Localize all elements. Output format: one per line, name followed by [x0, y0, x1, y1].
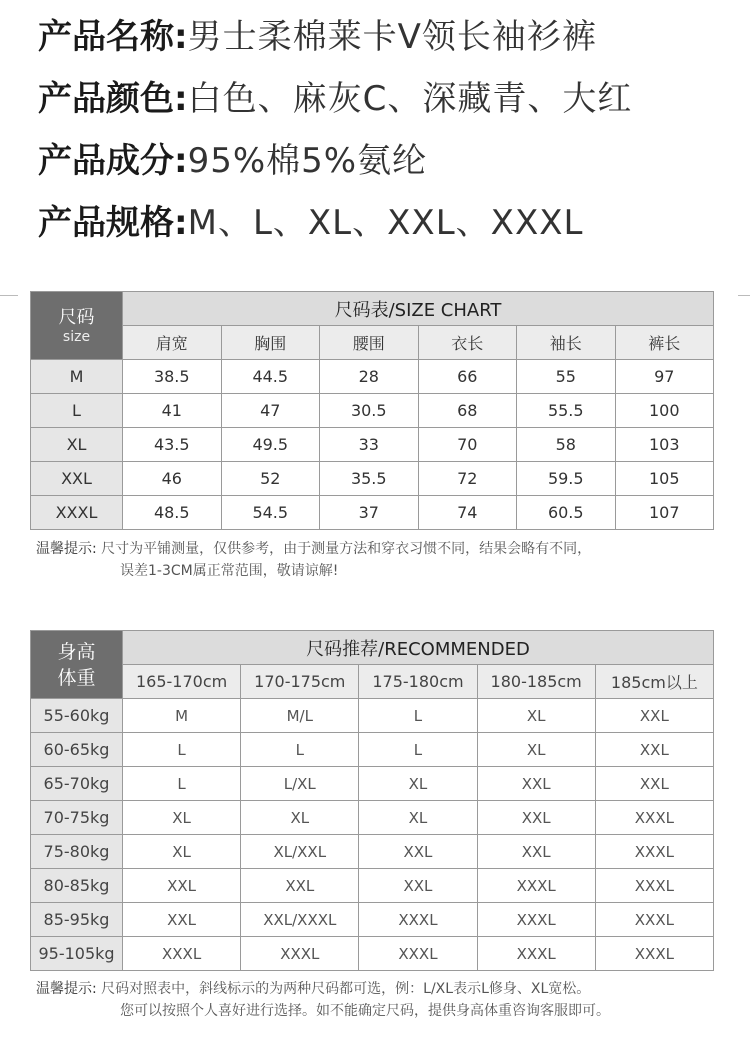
table-cell: 58	[517, 428, 616, 462]
table-cell: XL/XXL	[241, 835, 359, 869]
table-cell: XXXL	[595, 801, 713, 835]
table-cell: XXL	[477, 767, 595, 801]
divider	[738, 295, 750, 296]
spec-value: 95%棉5%氨纶	[187, 141, 428, 181]
table-cell: XL	[359, 767, 477, 801]
column-header: 袖长	[517, 326, 616, 360]
column-header: 腰围	[320, 326, 419, 360]
note-text: 尺码对照表中，斜线标示的为两种尺码都可选，例：L/XL表示L修身、XL宽松。	[101, 981, 591, 997]
column-header: 185cm以上	[595, 665, 713, 699]
spec-color	[38, 68, 743, 130]
table-cell: 28	[320, 360, 419, 394]
table-cell: L	[359, 699, 477, 733]
table-row	[31, 835, 714, 869]
table-cell: 47	[221, 394, 320, 428]
table-cell: M/L	[241, 699, 359, 733]
row-label: XL	[31, 428, 123, 462]
note-text: 您可以按照个人喜好进行选择。如不能确定尺码，提供身高体重咨询客服即可。	[120, 1003, 610, 1019]
table-row	[31, 903, 714, 937]
column-header: 裤长	[615, 326, 714, 360]
table-cell: 54.5	[221, 496, 320, 530]
spec-value: 白色、麻灰C、深藏青、大红	[187, 79, 633, 119]
row-label: 70-75kg	[31, 801, 123, 835]
table-row	[31, 394, 714, 428]
table-cell: 103	[615, 428, 714, 462]
row-label: 95-105kg	[31, 937, 123, 971]
table-cell: XXL	[595, 767, 713, 801]
table-cell: XXXL	[595, 903, 713, 937]
table-cell: XL	[123, 835, 241, 869]
column-header: 170-175cm	[241, 665, 359, 699]
table-cell: 107	[615, 496, 714, 530]
table-cell: 41	[123, 394, 222, 428]
table-cell: XXL	[359, 869, 477, 903]
table-row	[31, 462, 714, 496]
recommend-title: 尺码推荐/RECOMMENDED	[123, 631, 714, 665]
recommend-note	[36, 978, 726, 1022]
table-cell: L	[241, 733, 359, 767]
table-cell: 97	[615, 360, 714, 394]
table-cell: 44.5	[221, 360, 320, 394]
row-label: 55-60kg	[31, 699, 123, 733]
note-text: 误差1-3CM属正常范围，敬请谅解!	[120, 563, 339, 579]
table-cell: 72	[418, 462, 517, 496]
table-cell: L/XL	[241, 767, 359, 801]
row-label: 75-80kg	[31, 835, 123, 869]
table-cell: 30.5	[320, 394, 419, 428]
row-label: XXL	[31, 462, 123, 496]
table-cell: XXXL	[241, 937, 359, 971]
table-row	[31, 496, 714, 530]
size-corner-cell	[31, 292, 123, 360]
table-cell: XXXL	[359, 937, 477, 971]
size-chart-title: 尺码表/SIZE CHART	[123, 292, 714, 326]
recommend-corner-cell	[31, 631, 123, 699]
row-label: L	[31, 394, 123, 428]
table-cell: 105	[615, 462, 714, 496]
table-cell: 55.5	[517, 394, 616, 428]
row-label: 85-95kg	[31, 903, 123, 937]
table-cell: XXXL	[477, 937, 595, 971]
spec-material	[38, 130, 743, 192]
table-cell: XXL	[359, 835, 477, 869]
spec-name	[38, 6, 743, 68]
column-header: 肩宽	[123, 326, 222, 360]
spec-label: 产品规格:	[38, 203, 188, 243]
table-cell: XXL	[595, 699, 713, 733]
size-chart-table	[30, 291, 714, 530]
table-row	[31, 869, 714, 903]
table-cell: 52	[221, 462, 320, 496]
spec-label: 产品成分:	[38, 141, 188, 181]
table-cell: L	[123, 733, 241, 767]
table-row	[31, 801, 714, 835]
table-cell: 48.5	[123, 496, 222, 530]
spec-label: 产品名称:	[38, 17, 188, 57]
divider	[0, 295, 18, 296]
table-cell: 35.5	[320, 462, 419, 496]
row-label: XXXL	[31, 496, 123, 530]
table-cell: L	[123, 767, 241, 801]
note-label: 温馨提示:	[36, 541, 97, 557]
table-cell: 33	[320, 428, 419, 462]
spec-sizes	[38, 192, 743, 254]
table-cell: XXL	[241, 869, 359, 903]
table-cell: XXL	[477, 835, 595, 869]
table-cell: 100	[615, 394, 714, 428]
table-cell: 74	[418, 496, 517, 530]
table-cell: 55	[517, 360, 616, 394]
table-cell: XL	[123, 801, 241, 835]
spec-value: 男士柔棉莱卡V领长袖衫裤	[187, 17, 597, 57]
corner-bottom-label: 体重	[57, 666, 96, 689]
table-row	[31, 937, 714, 971]
table-row	[31, 699, 714, 733]
table-row	[31, 428, 714, 462]
column-header: 165-170cm	[123, 665, 241, 699]
table-cell: XXL	[123, 869, 241, 903]
table-cell: 68	[418, 394, 517, 428]
column-header: 胸围	[221, 326, 320, 360]
table-cell: XXXL	[595, 869, 713, 903]
table-cell: 59.5	[517, 462, 616, 496]
table-row	[31, 360, 714, 394]
note-text: 尺寸为平铺测量，仅供参考，由于测量方法和穿衣习惯不同，结果会略有不同，	[101, 541, 592, 557]
table-cell: 70	[418, 428, 517, 462]
corner-top-label: 身高	[57, 640, 96, 663]
table-cell: 37	[320, 496, 419, 530]
spec-label: 产品颜色:	[38, 79, 188, 119]
table-cell: XL	[477, 699, 595, 733]
table-cell: 43.5	[123, 428, 222, 462]
table-cell: 38.5	[123, 360, 222, 394]
size-chart-note	[36, 538, 726, 582]
table-cell: XXL	[595, 733, 713, 767]
table-cell: 60.5	[517, 496, 616, 530]
column-header: 衣长	[418, 326, 517, 360]
table-cell: XXXL	[595, 835, 713, 869]
table-cell: XXXL	[123, 937, 241, 971]
column-header: 175-180cm	[359, 665, 477, 699]
product-specs	[38, 6, 743, 254]
column-header: 180-185cm	[477, 665, 595, 699]
table-cell: 46	[123, 462, 222, 496]
table-cell: XL	[241, 801, 359, 835]
spec-value: M、L、XL、XXL、XXXL	[187, 203, 584, 243]
table-cell: L	[359, 733, 477, 767]
table-row	[31, 733, 714, 767]
table-cell: XXL/XXXL	[241, 903, 359, 937]
table-cell: 66	[418, 360, 517, 394]
row-label: M	[31, 360, 123, 394]
table-cell: XXXL	[359, 903, 477, 937]
table-cell: XXL	[123, 903, 241, 937]
corner-bottom-label: size	[62, 328, 91, 345]
table-row	[31, 767, 714, 801]
corner-top-label: 尺码	[58, 306, 95, 328]
size-recommend-table	[30, 630, 714, 971]
row-label: 65-70kg	[31, 767, 123, 801]
note-label: 温馨提示:	[36, 981, 97, 997]
table-cell: XXXL	[477, 869, 595, 903]
table-cell: 49.5	[221, 428, 320, 462]
table-cell: M	[123, 699, 241, 733]
row-label: 60-65kg	[31, 733, 123, 767]
table-cell: XXL	[477, 801, 595, 835]
table-cell: XL	[359, 801, 477, 835]
table-cell: XXXL	[595, 937, 713, 971]
table-cell: XXXL	[477, 903, 595, 937]
table-cell: XL	[477, 733, 595, 767]
row-label: 80-85kg	[31, 869, 123, 903]
